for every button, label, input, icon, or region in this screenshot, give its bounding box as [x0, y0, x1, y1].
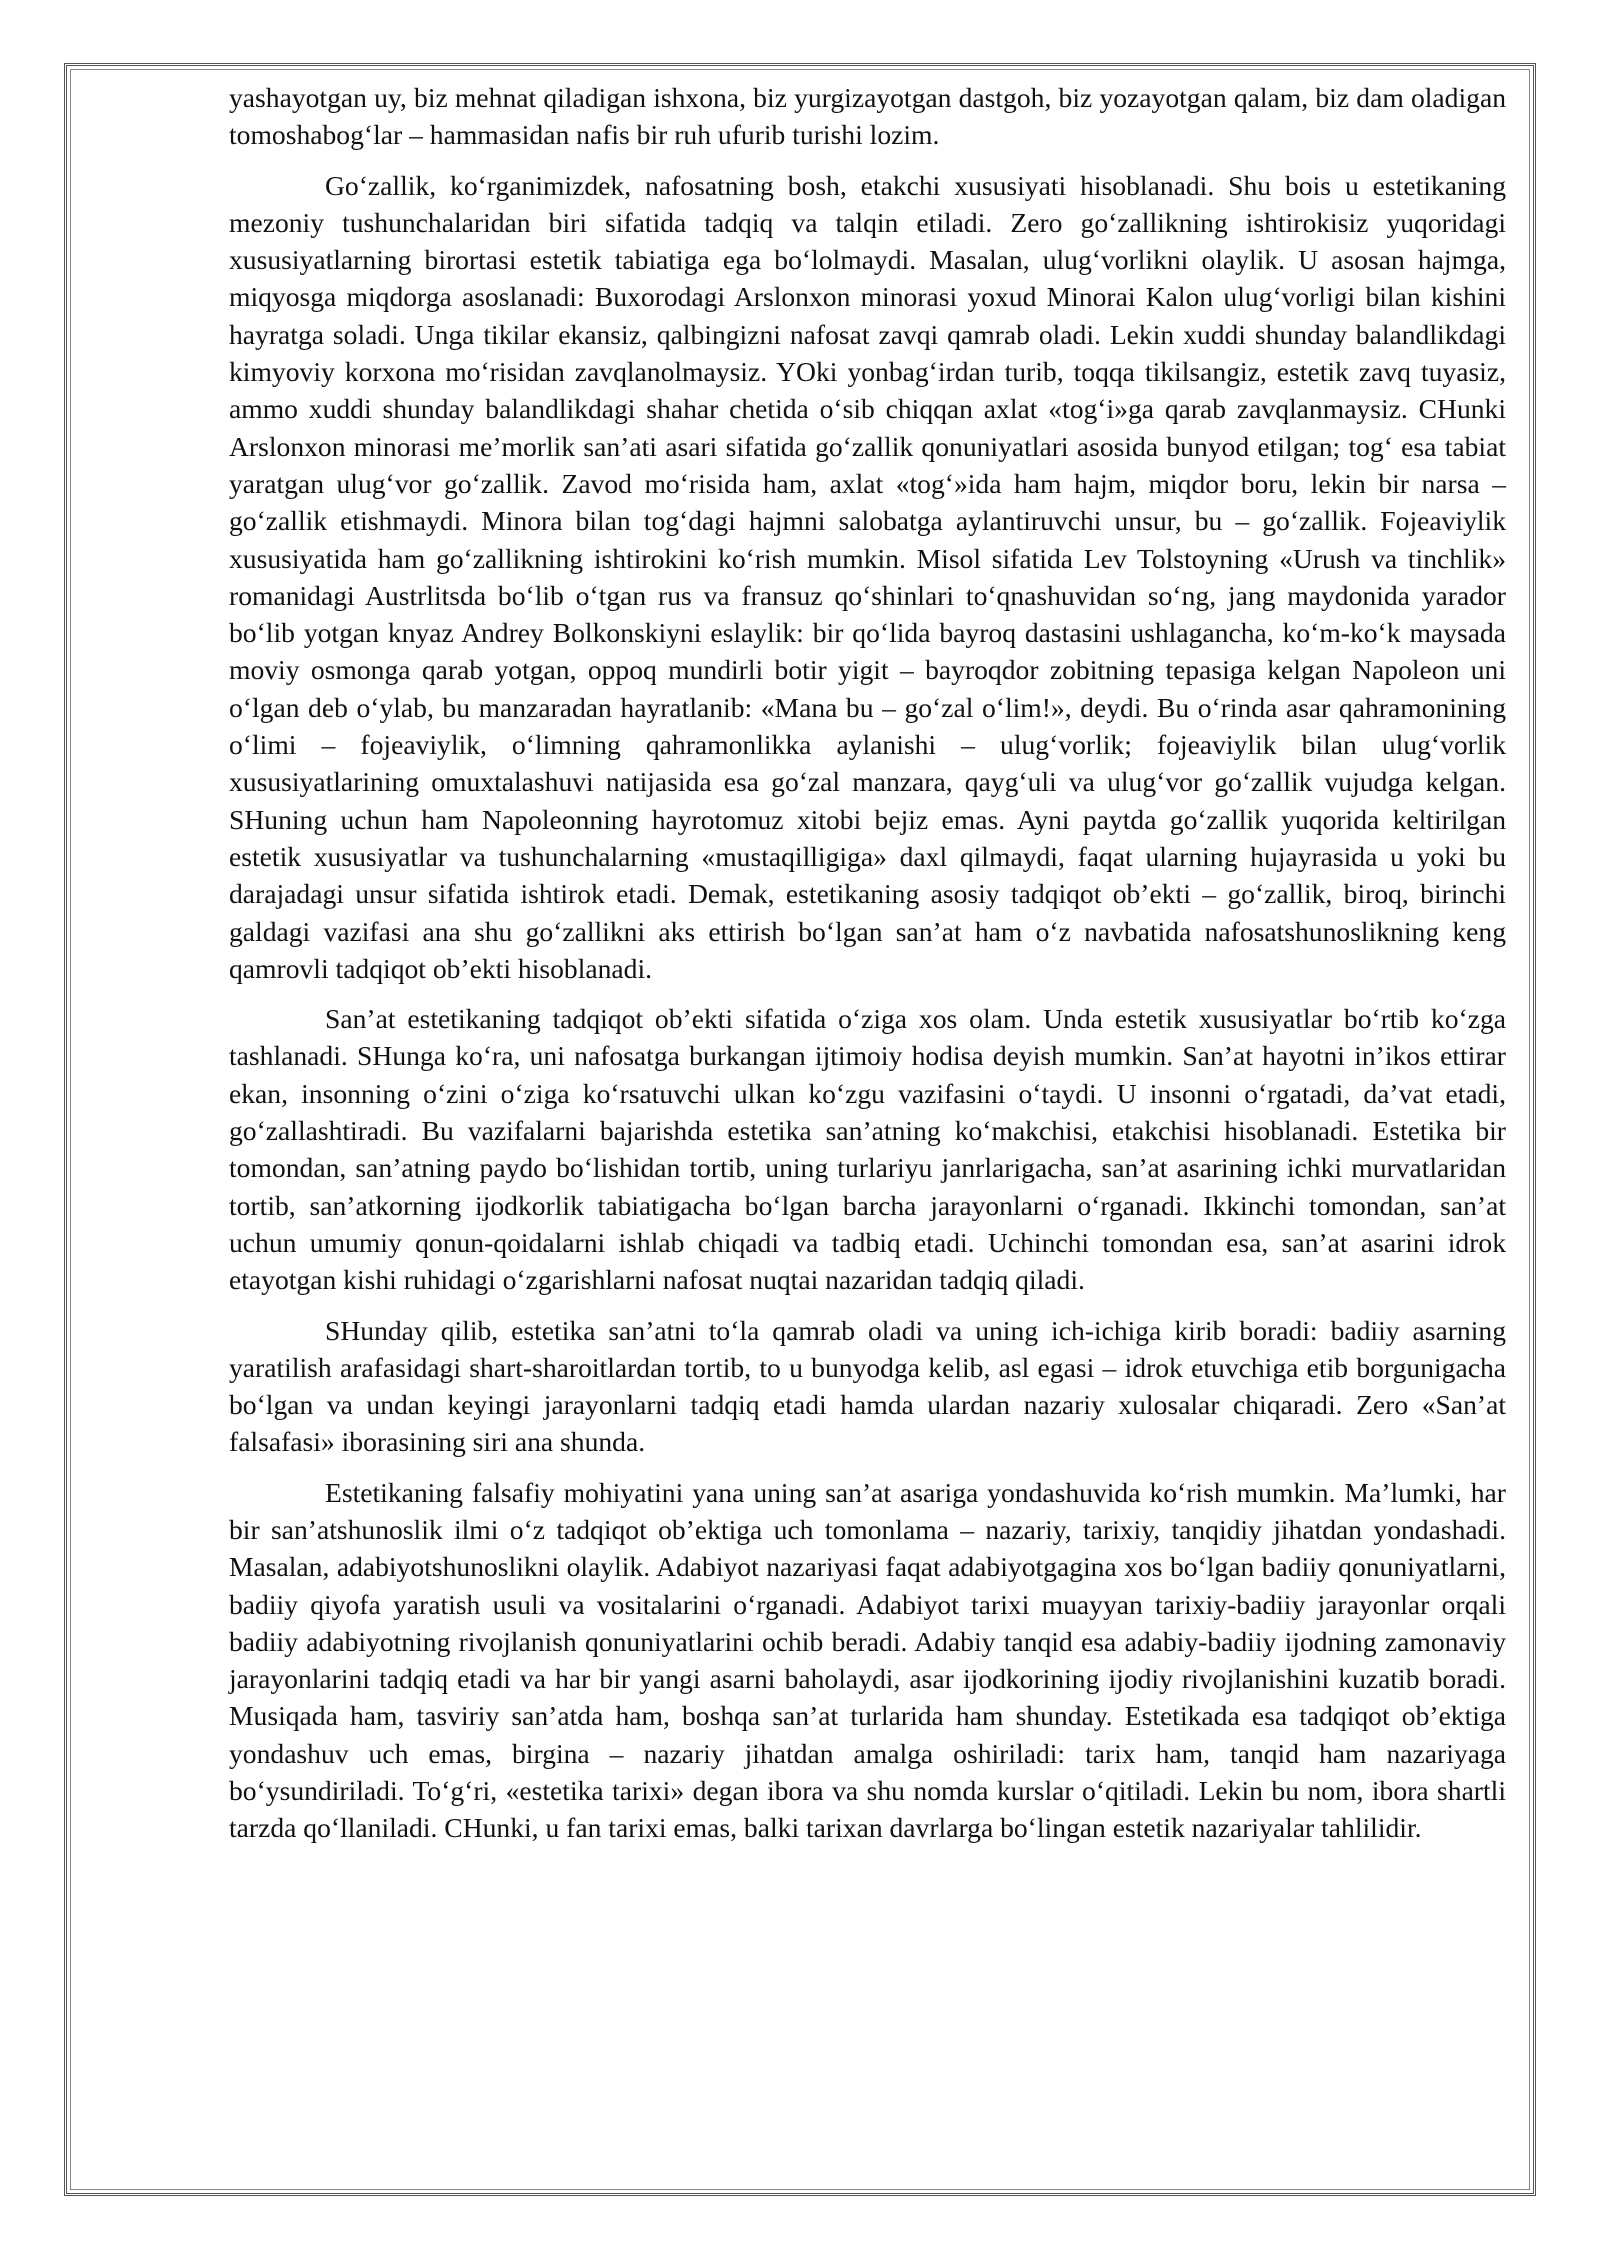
paragraph-1: yashayotgan uy, biz mehnat qiladigan ishxona, biz yurgizayotgan dastgoh, biz yozayotgan qalam, biz dam oladigan tomoshabog‘lar – hammasidan nafis bir ruh ufurib turishi lozim.: [229, 82, 1506, 151]
document-body: [229, 79, 1506, 1860]
paragraph-4: SHunday qilib, estetika san’atni to‘la qamrab oladi va uning ich-ichiga kirib boradi: badiiy asarning yaratilish arafasidagi shart-sharoitlardan tortib, to u bunyodga kelib, asl egasi – idrok etuvchiga etib borgunigacha bo‘lgan va undan keyingi jarayonlarni tadqiq etadi hamda ulardan nazariy xulosalar chiqaradi. Zero «San’at falsafasi» iborasining siri ana shunda.: [229, 1314, 1506, 1458]
paragraph-3: San’at estetikaning tadqiqot ob’ekti sifatida o‘ziga xos olam. Unda estetik xususiyatlar bo‘rtib ko‘zga tashlanadi. SHunga ko‘ra, uni nafosatga burkangan ijtimoiy hodisa deyish mumkin. San’at hayotni in’ikos ettirar ekan, insonning o‘zini o‘ziga ko‘rsatuvchi ulkan ko‘zgu vazifasini o‘taydi. U insonni o‘rgatadi, da’vat etadi, go‘zallashtiradi. Bu vazifalarni bajarishda estetika san’atning ko‘makchisi, etakchisi hisoblanadi. Estetika bir tomondan, san’atning paydo bo‘lishidan tortib, uning turlariyu janrlarigacha, san’at asarining ichki murvatlaridan tortib, san’atkorning ijodkorlik tabiatigacha bo‘lgan barcha jarayonlarni o‘rganadi. Ikkinchi tomondan, san’at uchun umumiy qonun-qoidalarni ishlab chiqadi va tadbiq etadi. Uchinchi tomondan esa, san’at asarini idrok etayotgan kishi ruhidagi o‘zgarishlarni nafosat nuqtai nazaridan tadqiq qiladi.: [229, 1003, 1506, 1296]
paragraph-5: Estetikaning falsafiy mohiyatini yana uning san’at asariga yondashuvida ko‘rish mumkin. Ma’lumki, har bir san’atshunoslik ilmi o‘z tadqiqot ob’ektiga uch tomonlama – nazariy, tarixiy, tanqidiy jihatdan yondashadi. Masalan, adabiyotshunoslikni olaylik. Adabiyot nazariyasi faqat adabiyotgagina xos bo‘lgan badiiy qonuniyatlarni, badiiy qiyofa yaratish usuli va vositalarini o‘rganadi. Adabiyot tarixi muayyan tarixiy-badiiy jarayonlar orqali badiiy adabiyotning rivojlanish qonuniyatlarini ochib beradi. Adabiy tanqid esa adabiy-badiiy ijodning zamonaviy jarayonlarini tadqiq etadi va har bir yangi asarni baholaydi, asar ijodkorining ijodiy rivojlanishini kuzatib boradi. Musiqada ham, tasviriy san’atda ham, boshqa san’at turlarida ham shunday. Estetikada esa tadqiqot ob’ektiga yondashuv uch emas, birgina – nazariy jihatdan amalga oshiriladi: tarix ham, tanqid ham nazariyaga bo‘ysundiriladi. To‘g‘ri, «estetika tarixi» degan ibora va shu nomda kurslar o‘qitiladi. Lekin bu nom, ibora shartli tarzda qo‘llaniladi. CHunki, u fan tarixi emas, balki tarixan davrlarga bo‘lingan estetik nazariyalar tahlilidir.: [229, 1476, 1506, 1844]
paragraph-2: Go‘zallik, ko‘rganimizdek, nafosatning bosh, etakchi xususiyati hisoblanadi. Shu bois u estetikaning mezoniy tushunchalaridan biri sifatida tadqiq va talqin etiladi. Zero go‘zallikning ishtirokisiz yuqoridagi xususiyatlarning birortasi estetik tabiatiga ega bo‘lolmaydi. Masalan, ulug‘vorlikni olaylik. U asosan hajmga, miqyosga miqdorga asoslanadi: Buxorodagi Arslonxon minorasi yoxud Minorai Kalon ulug‘vorligi bilan kishini hayratga soladi. Unga tikilar ekansiz, qalbingizni nafosat zavqi qamrab oladi. Lekin xuddi shunday balandlikdagi kimyoviy korxona mo‘risidan zavqlanolmaysiz. YOki yonbag‘irdan turib, toqqa tikilsangiz, estetik zavq tuyasiz, ammo xuddi shunday balandlikdagi shahar chetida o‘sib chiqqan axlat «tog‘i»ga qarab zavqlanmaysiz. CHunki Arslonxon minorasi me’morlik san’ati asari sifatida go‘zallik qonuniyatlari asosida bunyod etilgan; tog‘ esa tabiat yaratgan ulug‘vor go‘zallik. Zavod mo‘risida ham, axlat «tog‘»ida ham hajm, miqdor boru, lekin bir narsa –go‘zallik etishmaydi. Minora bilan tog‘dagi hajmni salobatga aylantiruvchi unsur, bu – go‘zallik. Fojeaviylik xususiyatida ham go‘zallikning ishtirokini ko‘rish mumkin. Misol sifatida Lev Tolstoyning «Urush va tinchlik» romanidagi Austrlitsda bo‘lib o‘tgan rus va fransuz qo‘shinlari to‘qnashuvidan so‘ng, jang maydonida yarador bo‘lib yotgan knyaz Andrey Bolkonskiyni eslaylik: bir qo‘lida bayroq dastasini ushlagancha, ko‘m-ko‘k maysada moviy osmonga qarab yotgan, oppoq mundirli botir yigit – bayroqdor zobitning tepasiga kelgan Napoleon uni o‘lgan deb o‘ylab, bu manzaradan hayratlanib: «Mana bu – go‘zal o‘lim!», deydi. Bu o‘rinda asar qahramonining o‘limi – fojeaviylik, o‘limning qahramonlikka aylanishi – ulug‘vorlik; fojeaviylik bilan ulug‘vorlik xususiyatlarining omuxtalashuvi natijasida esa go‘zal manzara, qayg‘uli va ulug‘vor go‘zallik vujudga kelgan. SHuning uchun ham Napoleonning hayrotomuz xitobi bejiz emas. Ayni paytda go‘zallik yuqorida keltirilgan estetik xususiyatlar va tushunchalarning «mustaqilligiga» daxl qilmaydi, faqat ularning hujayrasida u yoki bu darajadagi unsur sifatida ishtirok etadi. Demak, estetikaning asosiy tadqiqot ob’ekti – go‘zallik, biroq, birinchi galdagi vazifasi ana shu go‘zallikni aks ettirish bo‘lgan san’at ham o‘z navbatida nafosatshunoslikning keng qamrovli tadqiqot ob’ekti hisoblanadi.: [229, 169, 1506, 984]
